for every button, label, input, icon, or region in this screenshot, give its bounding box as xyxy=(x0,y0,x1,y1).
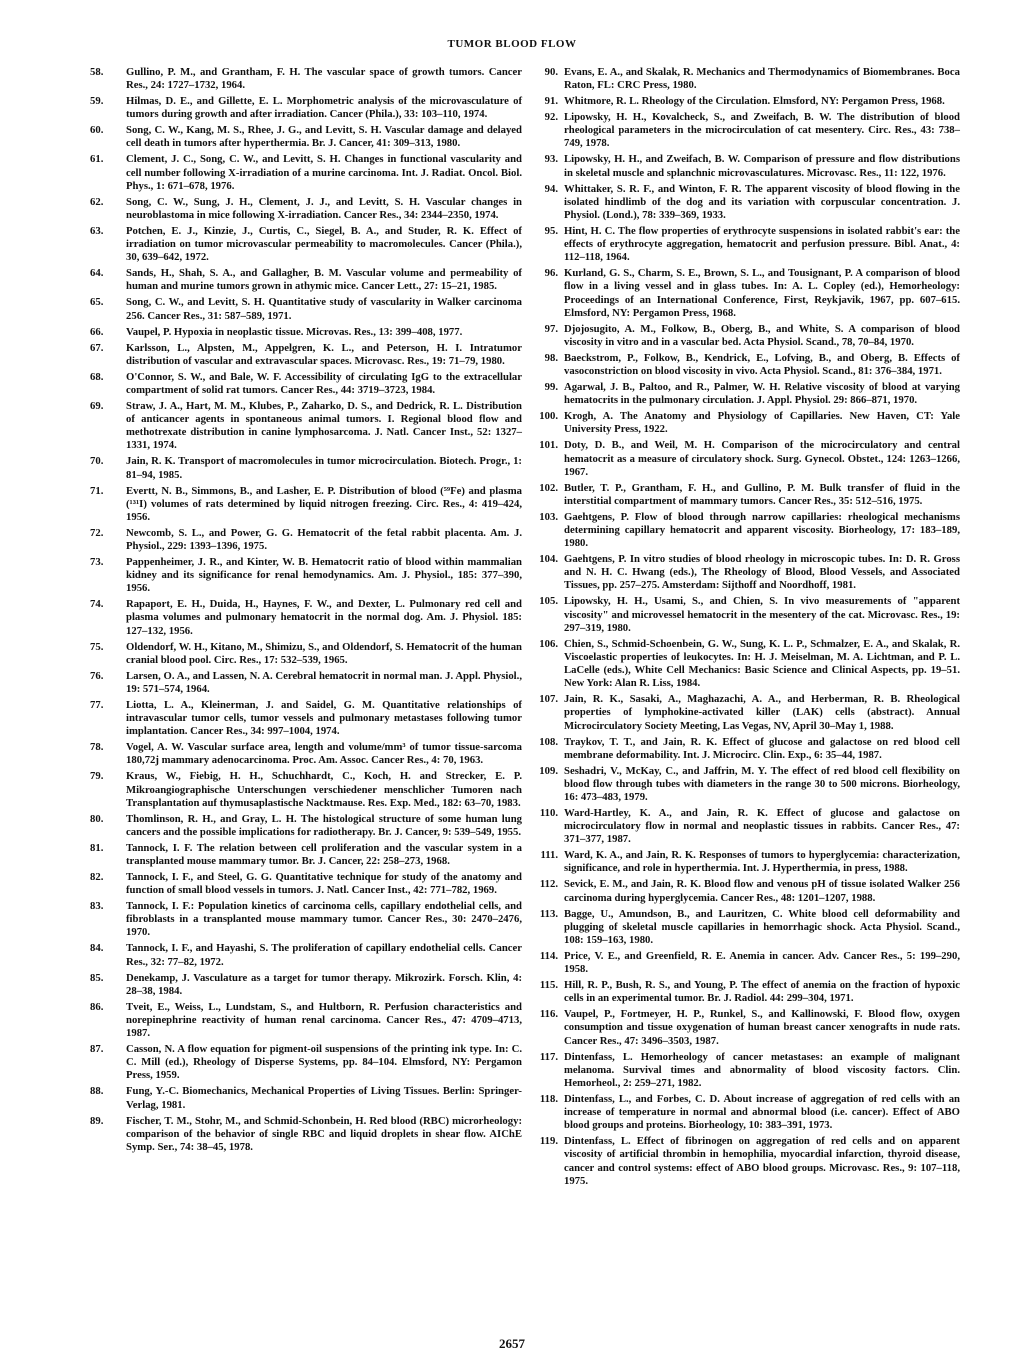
reference-column-left xyxy=(90,66,522,1157)
reference-text: Ward, K. A., and Jain, R. K. Responses of tumors to hyperglycemia: characterization, significance, and role in hyperthermia. Int. J. Hyperthermia, in press, 1988. xyxy=(564,849,960,875)
reference-number: 93. xyxy=(544,153,558,166)
reference-text: Gullino, P. M., and Grantham, F. H. The vascular space of growth tumors. Cancer Res., 24: 1727–1732, 1964. xyxy=(126,66,522,92)
page-number: 2657 xyxy=(499,1336,525,1351)
reference-entry xyxy=(528,736,960,762)
reference-entry xyxy=(90,342,522,368)
reference-number: 58. xyxy=(90,66,104,78)
reference-text: Lipowsky, H. H., Usami, S., and Chien, S. In vivo measurements of "apparent viscosity" and microvessel hematocrit in the mesentery of the cat. Microvasc. Res., 19: 297–319, 1980. xyxy=(564,595,960,634)
reference-entry xyxy=(528,511,960,550)
reference-number: 110. xyxy=(539,807,558,819)
reference-text: Casson, N. A flow equation for pigment-oil suspensions of the printing ink type. In: C. C. Mill (ed.), Rheology of Disperse Systems, pp. 84–104. Elmsford, NY: Pergamon Press, 1959. xyxy=(126,1043,522,1082)
reference-text: Dintenfass, L. Effect of fibrinogen on aggregation of red cells and on apparent viscosity of artificial thrombin in hemophilia, myocardial infarction, thyroid disease, cancer and control systems: effect of ABO blood groups. Microvasc. Res., 9: 107–118, 1975. xyxy=(564,1135,960,1187)
reference-entry xyxy=(528,111,960,150)
reference-text: Traykov, T. T., and Jain, R. K. Effect of glucose and galactose on red blood cell membrane deformability. Int. J. Microcirc. Clin. Exp., 6: 35–44, 1987. xyxy=(564,735,960,761)
reference-number: 76. xyxy=(90,669,104,682)
reference-entry xyxy=(90,527,522,553)
reference-number: 74. xyxy=(90,598,104,611)
reference-entry xyxy=(528,638,960,691)
running-head: TUMOR BLOOD FLOW xyxy=(447,38,577,50)
reference-text: Sands, H., Shah, S. A., and Gallagher, B. M. Vascular volume and permeability of human and murine tumors grown in athymic mice. Cancer Lett., 27: 15–21, 1985. xyxy=(126,267,522,293)
reference-number: 70. xyxy=(90,455,104,468)
reference-number: 71. xyxy=(90,484,104,497)
reference-entry xyxy=(90,196,522,222)
reference-entry xyxy=(90,371,522,397)
reference-number: 80. xyxy=(90,812,104,825)
reference-number: 60. xyxy=(90,124,104,137)
reference-text: Fischer, T. M., Stohr, M., and Schmid-Schonbein, H. Red blood (RBC) microrheology: comparison of the behavior of single RBC and liquid droplets in shear flow. AIChE Symp. Ser., 74: 38–45, 1978. xyxy=(126,1114,522,1153)
reference-text: Agarwal, J. B., Paltoo, and R., Palmer, W. H. Relative viscosity of blood at varying hematocrits in the pulmonary circulation. J. Appl. Physiol. 29: 866–871, 1970. xyxy=(564,381,960,407)
reference-number: 90. xyxy=(544,66,558,78)
reference-entry xyxy=(528,352,960,378)
reference-number: 84. xyxy=(90,942,104,955)
reference-entry xyxy=(90,556,522,595)
reference-number: 98. xyxy=(544,351,558,364)
reference-entry xyxy=(528,439,960,478)
reference-entry xyxy=(90,699,522,738)
reference-entry xyxy=(528,410,960,436)
reference-number: 118. xyxy=(539,1092,558,1105)
reference-text: Tveit, E., Weiss, L., Lundstam, S., and Hultborn, R. Perfusion characteristics and norepinephrine reactivity of human renal carcinoma. Cancer Res., 47: 4709–4713, 1987. xyxy=(126,1000,522,1040)
reference-number: 104. xyxy=(539,553,558,566)
reference-text: Fung, Y.-C. Biomechanics, Mechanical Properties of Living Tissues. Berlin: Springer-Verlag, 1981. xyxy=(126,1085,522,1111)
reference-entry xyxy=(90,66,522,92)
reference-number: 115. xyxy=(539,979,558,992)
reference-entry xyxy=(528,225,960,264)
reference-entry xyxy=(528,1051,960,1090)
reference-text: Hilmas, D. E., and Gillette, E. L. Morphometric analysis of the microvasculature of tumors during growth and after irradiation. Cancer (Phila.), 33: 103–110, 1974. xyxy=(126,95,522,121)
reference-number: 92. xyxy=(544,111,558,124)
reference-number: 68. xyxy=(90,370,104,383)
reference-entry xyxy=(90,770,522,809)
reference-number: 77. xyxy=(90,698,104,711)
reference-entry xyxy=(528,595,960,634)
reference-entry xyxy=(90,942,522,968)
reference-number: 88. xyxy=(90,1085,104,1098)
reference-number: 61. xyxy=(90,153,104,166)
reference-entry xyxy=(90,741,522,767)
reference-text: Baeckstrom, P., Folkow, B., Kendrick, E., Lofving, B., and Oberg, B. Effects of vasoconstriction on blood viscosity in vivo. Acta Physiol. Scand., 81: 376–384, 1971. xyxy=(564,351,960,378)
reference-number: 103. xyxy=(539,510,558,523)
reference-text: Liotta, L. A., Kleinerman, J. and Saidel, G. M. Quantitative relationships of intravascular tumor cells, tumor vessels and pulmonary metastases following tumor implantation. Cancer Res., 34: 997–1004, 1974. xyxy=(126,698,522,738)
reference-text: O'Connor, S. W., and Bale, W. F. Accessibility of circulating IgG to the extracellular compartment of solid rat tumors. Cancer Res., 44: 3719–3723, 1984. xyxy=(126,370,522,396)
reference-text: Vaupel, P. Hypoxia in neoplastic tissue. Microvas. Res., 13: 399–408, 1977. xyxy=(126,325,463,338)
reference-entry xyxy=(528,323,960,349)
reference-number: 108. xyxy=(539,735,558,748)
reference-text: Price, V. E., and Greenfield, R. E. Anemia in cancer. Adv. Cancer Res., 5: 199–290, 1958. xyxy=(564,949,960,976)
reference-number: 112. xyxy=(539,878,558,891)
reference-entry xyxy=(528,183,960,222)
reference-entry xyxy=(528,482,960,508)
reference-number: 100. xyxy=(539,410,558,423)
reference-number: 78. xyxy=(90,741,104,754)
reference-entry xyxy=(528,381,960,407)
reference-number: 87. xyxy=(90,1043,104,1056)
reference-entry xyxy=(90,296,522,322)
reference-entry xyxy=(528,807,960,846)
reference-number: 72. xyxy=(90,526,104,539)
reference-text: Doty, D. B., and Weil, M. H. Comparison of the microcirculatory and central hematocrit as a measure of circulatory shock. Surg. Gynecol. Obstet., 124: 1263–1266, 1967. xyxy=(564,439,960,478)
reference-number: 75. xyxy=(90,640,104,653)
reference-text: Jain, R. K. Transport of macromolecules in tumor microcirculation. Biotech. Progr., 1: 81–94, 1985. xyxy=(126,455,522,481)
reference-entry xyxy=(528,849,960,875)
reference-number: 73. xyxy=(90,555,104,568)
reference-number: 82. xyxy=(90,871,104,883)
reference-text: Tannock, I. F., and Hayashi, S. The proliferation of capillary endothelial cells. Cancer Res., 32: 77–82, 1972. xyxy=(126,942,522,968)
reference-number: 89. xyxy=(90,1114,104,1127)
reference-number: 79. xyxy=(90,770,104,783)
reference-text: Bagge, U., Amundson, B., and Lauritzen, C. White blood cell deformability and plugging of skeletal muscle capillaries in hemorrhagic shock. Acta Physiol. Scand., 108: 159–163, 1980. xyxy=(564,907,960,946)
reference-entry xyxy=(90,1043,522,1082)
reference-entry xyxy=(528,950,960,976)
reference-text: Oldendorf, W. H., Kitano, M., Shimizu, S., and Oldendorf, S. Hematocrit of the human cranial blood pool. Circ. Res., 17: 532–539, 1965. xyxy=(126,640,522,666)
reference-number: 81. xyxy=(90,841,104,854)
reference-entry xyxy=(90,1115,522,1154)
reference-text: Tannock, I. F. The relation between cell proliferation and the vascular system in a transplanted mouse mammary tumor. Br. J. Cancer, 22: 258–273, 1968. xyxy=(126,841,522,867)
reference-text: Kurland, G. S., Charm, S. E., Brown, S. L., and Tousignant, P. A comparison of blood flow in a living vessel and in glass tubes. In: A. L. Copley (ed.), Hemorheology: Proceedings of an International Conference, First, Reykjavik, 1967, pp. 607–615. Elmsford, NY: Pergamon Press, 1968. xyxy=(564,267,960,319)
reference-text: Ward-Hartley, K. A., and Jain, R. K. Effect of glucose and galactose on microcirculatory flow in normal and neoplastic tissues in rabbits. Cancer Res., 47: 371–377, 1987. xyxy=(564,807,960,846)
reference-entry xyxy=(528,153,960,179)
reference-text: Potchen, E. J., Kinzie, J., Curtis, C., Siegel, B. A., and Studer, R. K. Effect of irradiation on tumor microvascular permeability to macromolecules. Cancer (Phila.), 30, 639–642, 1972. xyxy=(126,224,522,264)
reference-entry xyxy=(90,153,522,192)
reference-number: 59. xyxy=(90,95,104,108)
reference-entry xyxy=(90,267,522,293)
reference-text: Evans, E. A., and Skalak, R. Mechanics and Thermodynamics of Biomembranes. Boca Raton, FL: CRC Press, 1980. xyxy=(564,66,960,92)
reference-text: Karlsson, L., Alpsten, M., Appelgren, K. L., and Peterson, H. I. Intratumor distribution of vascular and extravascular spaces. Microvasc. Res., 19: 71–79, 1980. xyxy=(126,341,522,367)
reference-number: 83. xyxy=(90,900,104,913)
reference-entry xyxy=(528,66,960,92)
reference-text: Song, C. W., Sung, J. H., Clement, J. J., and Levitt, S. H. Vascular changes in neuroblastoma in mice following X-irradiation. Cancer Res., 34: 2344–2350, 1974. xyxy=(126,195,522,221)
reference-text: Rapaport, E. H., Duida, H., Haynes, F. W., and Dexter, L. Pulmonary red cell and plasma volumes and pulmonary hematocrit in the normal dog. Am. J. Physiol. 185: 127–132, 1956. xyxy=(126,598,522,637)
reference-entry xyxy=(528,979,960,1005)
reference-text: Gaehtgens, P. In vitro studies of blood rheology in microscopic tubes. In: D. R. Gross and N. H. C. Hwang (eds.), The Rheology of Blood, Blood Vessels, and Associated Tissues, pp. 257–275. Amsterdam: Sijthoff and Noordhoff, 1981. xyxy=(564,553,960,592)
reference-text: Chien, S., Schmid-Schoenbein, G. W., Sung, K. L. P., Schmalzer, E. A., and Skalak, R. Viscoelastic properties of leukocytes. In: H. J. Meiselman, M. A. Lichtman, and P. L. LaCelle (eds.), White Cell Mechanics: Basic Science and Clinical Aspects, pp. 19–51. New York: Alan R. Liss, 1984. xyxy=(564,637,960,690)
reference-entry xyxy=(90,1085,522,1111)
reference-text: Tannock, I. F., and Steel, G. G. Quantitative technique for study of the anatomy and function of small blood vessels in tumors. J. Natl. Cancer Inst., 42: 771–782, 1969. xyxy=(126,871,522,897)
reference-text: Hill, R. P., Bush, R. S., and Young, P. The effect of anemia on the fraction of hypoxic cells in an experimental tumor. Br. J. Radiol. 44: 299–304, 1971. xyxy=(564,979,960,1005)
reference-entry xyxy=(90,670,522,696)
reference-entry xyxy=(90,95,522,121)
reference-entry xyxy=(90,485,522,524)
reference-text: Straw, J. A., Hart, M. M., Klubes, P., Zaharko, D. S., and Dedrick, R. L. Distribution of anticancer agents in spontaneous animal tumors. I. Regional blood flow and methotrexate distribution in canine lymphosarcoma. J. Natl. Cancer Inst., 52: 1327–1331, 1974. xyxy=(126,399,522,452)
reference-number: 62. xyxy=(90,195,104,208)
reference-text: Hint, H. C. The flow properties of erythrocyte suspensions in isolated rabbit's ear: the effects of erythrocyte aggregation, hematocrit and perfusion pressure. Bibl. Anat., 4: 112–118, 1964. xyxy=(564,224,960,264)
reference-number: 111. xyxy=(540,849,558,862)
reference-text: Djojosugito, A. M., Folkow, B., Oberg, B., and White, S. A comparison of blood viscosity in vitro and in a vascular bed. Acta Physiol. Scand., 78, 70–84, 1970. xyxy=(564,322,960,348)
reference-text: Evertt, N. B., Simmons, B., and Lasher, E. P. Distribution of blood (⁵⁹Fe) and plasma (¹³¹I) volumes of rats determined by liquid nitrogen freezing. Circ. Res., 4: 419–424, 1956. xyxy=(126,484,522,523)
reference-number: 67. xyxy=(90,341,104,354)
reference-text: Gaehtgens, P. Flow of blood through narrow capillaries: rheological mechanisms determining capillary hematocrit and apparent viscosity. Biorheology, 17: 183–189, 1980. xyxy=(564,510,960,550)
reference-number: 65. xyxy=(90,296,104,309)
reference-text: Song, C. W., Kang, M. S., Rhee, J. G., and Levitt, S. H. Vascular damage and delayed cell death in tumors after hyperthermia. Br. J. Cancer, 41: 309–313, 1980. xyxy=(126,124,522,150)
reference-text: Vogel, A. W. Vascular surface area, length and volume/mm³ of tumor tissue-sarcoma 180,72j mammary adenocarcinoma. Proc. Am. Assoc. Cancer Res., 4: 70, 1963. xyxy=(126,741,522,767)
reference-entry xyxy=(90,124,522,150)
reference-number: 95. xyxy=(544,224,558,237)
reference-number: 109. xyxy=(539,764,558,777)
reference-text: Seshadri, V., McKay, C., and Jaffrin, M. Y. The effect of red blood cell flexibility on blood flow through tubes with diameters in the range 30 to 500 microns. Biorheology, 16: 473–483, 1979. xyxy=(564,764,960,803)
reference-text: Clement, J. C., Song, C. W., and Levitt, S. H. Changes in functional vascularity and cell number following X-irradiation of a murine carcinoma. Int. J. Radiat. Oncol. Biol. Phys., 1: 671–678, 1976. xyxy=(126,153,522,192)
reference-entry xyxy=(528,95,960,108)
reference-number: 69. xyxy=(90,399,104,412)
reference-number: 97. xyxy=(544,322,558,335)
reference-entry xyxy=(528,553,960,592)
reference-text: Newcomb, S. L., and Power, G. G. Hematocrit of the fetal rabbit placenta. Am. J. Physiol., 229: 1393–1396, 1975. xyxy=(126,526,522,552)
reference-number: 105. xyxy=(539,595,558,608)
reference-text: Butler, T. P., Grantham, F. H., and Gullino, P. M. Bulk transfer of fluid in the interstitial compartment of mammary tumors. Cancer Res., 35: 512–516, 1975. xyxy=(564,481,960,507)
reference-number: 116. xyxy=(539,1008,558,1021)
reference-number: 107. xyxy=(539,693,558,706)
reference-entry xyxy=(90,842,522,868)
reference-entry xyxy=(90,813,522,839)
reference-number: 106. xyxy=(539,637,558,650)
reference-text: Kraus, W., Fiebig, H. H., Schuchhardt, C., Koch, H. and Strecker, E. P. Mikroangiographische Unterschungen verschiedener menschlicher Tumoren nach Transplantation auf thymusaplastische Nacktmause. Res. Exp. Med., 182: 63–70, 1983. xyxy=(126,770,522,809)
reference-number: 64. xyxy=(90,267,104,280)
reference-text: Pappenheimer, J. R., and Kinter, W. B. Hematocrit ratio of blood within mammalian kidney and its significance for renal hemodynamics. Am. J. Physiol., 185: 377–390, 1956. xyxy=(126,555,522,595)
reference-text: Sevick, E. M., and Jain, R. K. Blood flow and venous pH of tissue isolated Walker 256 carcinoma during hyperglycemia. Cancer Res., 48: 1201–1207, 1988. xyxy=(564,878,960,904)
reference-text: Krogh, A. The Anatomy and Physiology of Capillaries. New Haven, CT: Yale University Press, 1922. xyxy=(564,410,960,436)
reference-entry xyxy=(528,693,960,732)
reference-text: Vaupel, P., Fortmeyer, H. P., Runkel, S., and Kallinowski, F. Blood flow, oxygen consumption and tissue oxygenation of human breast cancer xenografts in nude rats. Cancer Res., 47: 3496–3503, 1987. xyxy=(564,1008,960,1047)
reference-number: 119. xyxy=(539,1135,558,1148)
reference-text: Whittaker, S. R. F., and Winton, F. R. The apparent viscosity of blood flowing in the isolated hindlimb of the dog and its variation with corpuscular concentration. J. Physiol. (Lond.), 78: 339–369, 1933. xyxy=(564,182,960,221)
reference-entry xyxy=(90,455,522,481)
reference-entry xyxy=(528,267,960,320)
reference-number: 96. xyxy=(544,267,558,280)
reference-text: Lipowsky, H. H., and Zweifach, B. W. Comparison of pressure and flow distributions in skeletal muscle and splanchnic microvasculatures. Microvasc. Res., 11: 122, 1976. xyxy=(564,153,960,179)
reference-entry xyxy=(528,878,960,904)
reference-entry xyxy=(90,400,522,453)
reference-number: 113. xyxy=(539,907,558,920)
reference-text: Denekamp, J. Vasculature as a target for tumor therapy. Mikrozirk. Forsch. Klin, 4: 28–38, 1984. xyxy=(126,971,522,997)
reference-column-right xyxy=(528,66,960,1191)
reference-entry xyxy=(90,900,522,939)
reference-entry xyxy=(90,225,522,264)
reference-number: 114. xyxy=(539,949,558,962)
reference-entry xyxy=(528,765,960,804)
reference-text: Dintenfass, L., and Forbes, C. D. About increase of aggregation of red cells with an increase of temperature in normal and abnormal blood (i.e. cancer). Effect of ABO blood groups and proteins. Biorheology, 10: 383–391, 1973. xyxy=(564,1092,960,1132)
reference-entry xyxy=(90,641,522,667)
reference-text: Tannock, I. F.: Population kinetics of carcinoma cells, capillary endothelial cells, and fibroblasts in a transplanted mouse mammary tumor. Cancer Res., 30: 2470–2476, 1970. xyxy=(126,900,522,939)
reference-entry xyxy=(528,908,960,947)
reference-entry xyxy=(90,972,522,998)
reference-number: 91. xyxy=(544,95,558,108)
reference-text: Jain, R. K., Sasaki, A., Maghazachi, A. A., and Herberman, R. B. Rheological properties of lymphokine-activated killer (LAK) cells (abstract). Annual Microcirculatory Society Meeting, Las Vegas, NV, April 30–May 1, 1988. xyxy=(564,693,960,732)
reference-text: Song, C. W., and Levitt, S. H. Quantitative study of vascularity in Walker carcinoma 256. Cancer Res., 31: 587–589, 1971. xyxy=(126,296,522,322)
reference-number: 86. xyxy=(90,1000,104,1013)
reference-text: Thomlinson, R. H., and Gray, L. H. The histological structure of some human lung cancers and the possible implications for radiotherapy. Br. J. Cancer, 9: 539–549, 1955. xyxy=(126,812,522,838)
reference-entry xyxy=(90,598,522,637)
reference-entry xyxy=(528,1135,960,1188)
reference-entry xyxy=(90,1001,522,1040)
reference-number: 94. xyxy=(544,182,558,195)
reference-entry xyxy=(90,871,522,897)
reference-number: 117. xyxy=(539,1050,558,1063)
reference-entry xyxy=(90,326,522,339)
reference-entry xyxy=(528,1008,960,1047)
reference-number: 99. xyxy=(544,381,558,394)
reference-number: 101. xyxy=(539,439,558,452)
reference-number: 66. xyxy=(90,325,104,338)
reference-text: Whitmore, R. L. Rheology of the Circulation. Elmsford, NY: Pergamon Press, 1968. xyxy=(564,95,945,108)
reference-text: Dintenfass, L. Hemorheology of cancer metastases: an example of malignant melanoma. Survival times and abnormality of blood viscosity factors. Clin. Hemorheol., 2: 259–271, 1982. xyxy=(564,1050,960,1089)
reference-entry xyxy=(528,1093,960,1132)
reference-text: Larsen, O. A., and Lassen, N. A. Cerebral hematocrit in normal man. J. Appl. Physiol., 19: 571–574, 1964. xyxy=(126,669,522,695)
reference-text: Lipowsky, H. H., Kovalcheck, S., and Zweifach, B. W. The distribution of blood rheological parameters in the microcirculation of cat mesentery. Circ. Res., 43: 738–749, 1978. xyxy=(564,111,960,150)
reference-number: 85. xyxy=(90,971,104,984)
reference-number: 102. xyxy=(539,481,558,494)
reference-number: 63. xyxy=(90,224,104,237)
